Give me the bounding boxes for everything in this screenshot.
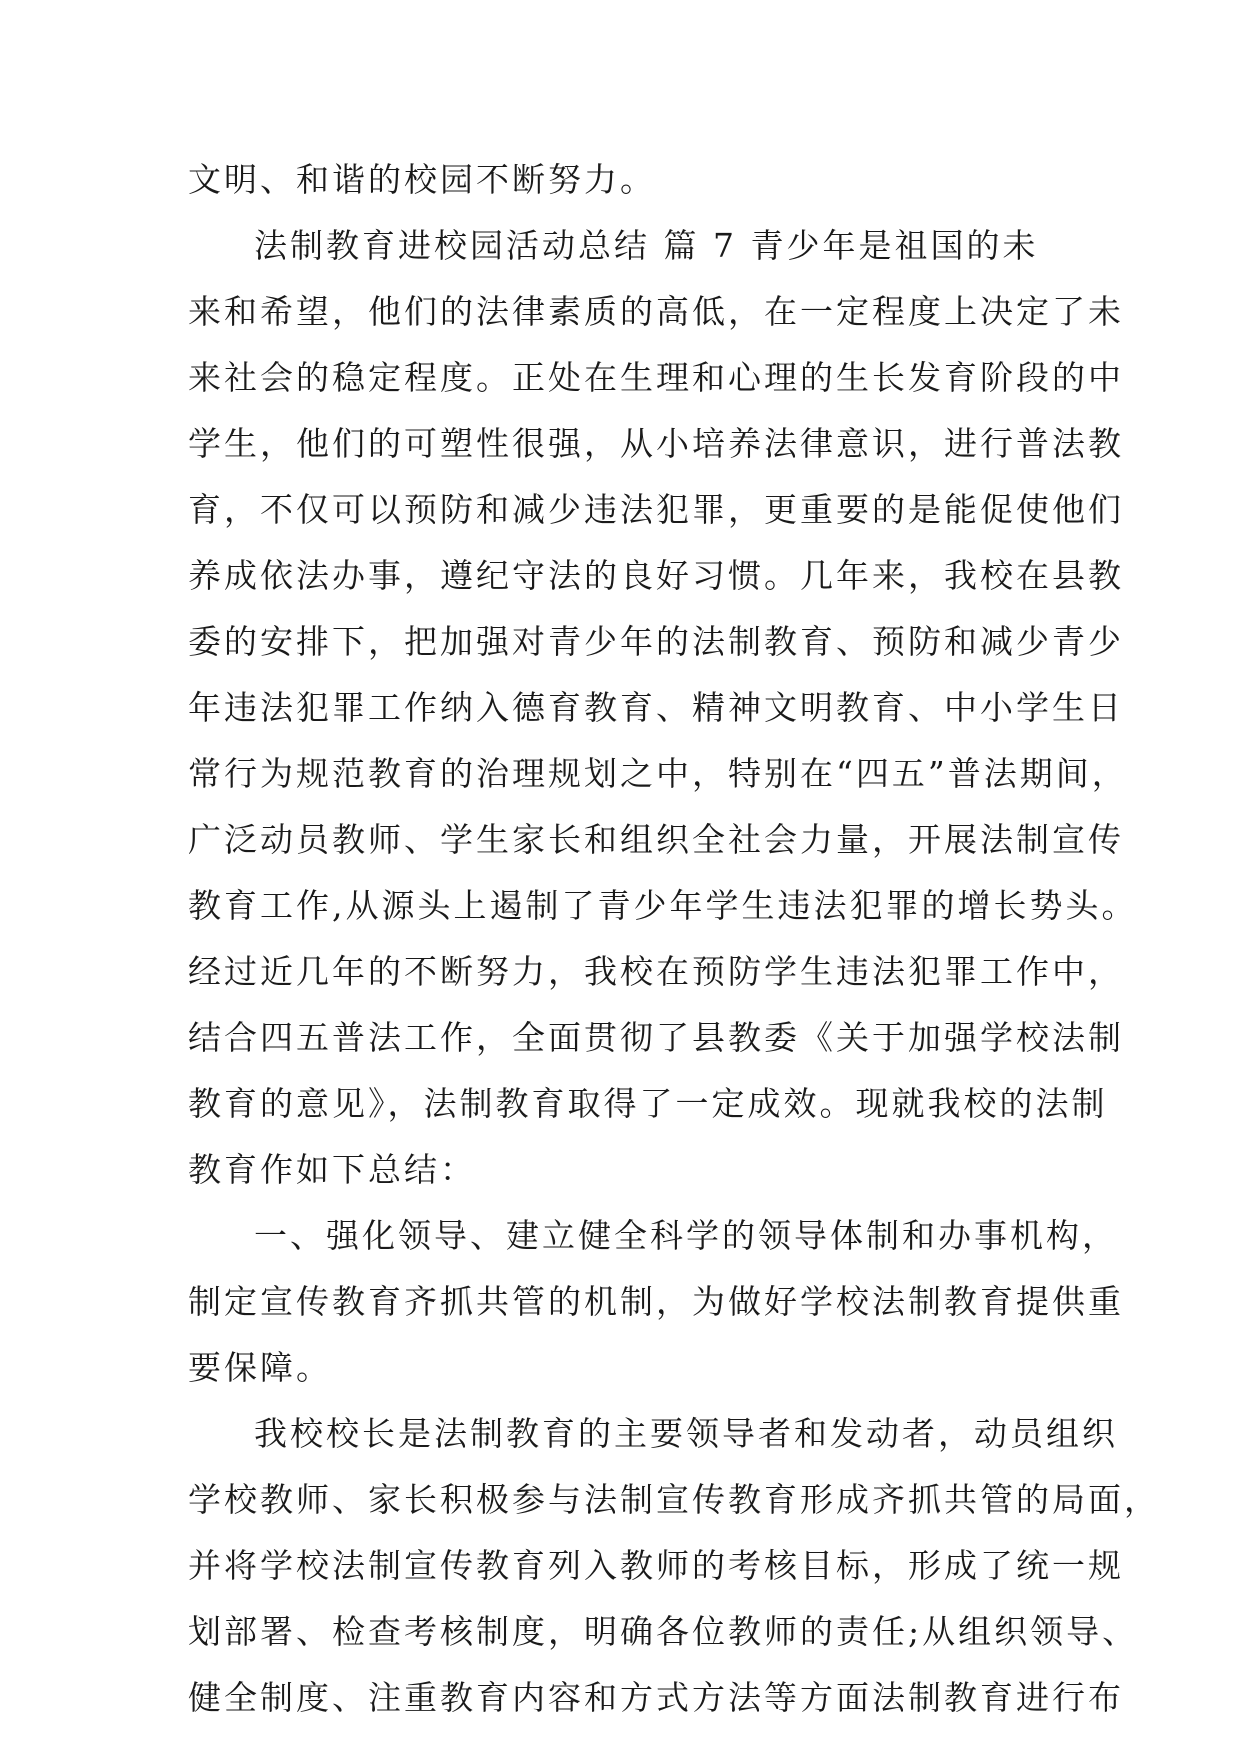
text-line: 来社会的稳定程度。正处在生理和心理的生长发育阶段的中 <box>188 358 1124 397</box>
text-line: 一、强化领导、建立健全科学的领导体制和办事机构， <box>254 1216 1118 1255</box>
text-line: 文明、和谐的校园不断努力。 <box>188 160 656 199</box>
text-line: 年违法犯罪工作纳入德育教育、精神文明教育、中小学生日 <box>188 688 1124 727</box>
text-line: 学生，他们的可塑性很强，从小培养法律意识，进行普法教 <box>188 424 1124 463</box>
text-line: 教育作如下总结： <box>188 1150 476 1189</box>
text-line: 要保障。 <box>188 1348 332 1387</box>
text-line: 制定宣传教育齐抓共管的机制，为做好学校法制教育提供重 <box>188 1282 1124 1321</box>
text-line: 划部署、检查考核制度，明确各位教师的责任;从组织领导、 <box>188 1612 1139 1651</box>
text-line: 健全制度、注重教育内容和方式方法等方面法制教育进行布 <box>188 1678 1124 1717</box>
text-line: 来和希望，他们的法律素质的高低，在一定程度上决定了未 <box>188 292 1124 331</box>
text-line: 经过近几年的不断努力，我校在预防学生违法犯罪工作中， <box>188 952 1124 991</box>
section-heading-line: 法制教育进校园活动总结 篇 7 青少年是祖国的未 <box>254 226 1039 265</box>
text-line: 教育的意见》，法制教育取得了一定成效。现就我校的法制 <box>188 1084 1108 1123</box>
text-line: 并将学校法制宣传教育列入教师的考核目标，形成了统一规 <box>188 1546 1124 1585</box>
text-line: 广泛动员教师、学生家长和组织全社会力量，开展法制宣传 <box>188 820 1124 859</box>
text-line: 常行为规范教育的治理规划之中，特别在“四五”普法期间， <box>188 754 1128 793</box>
text-line: 学校教师、家长积极参与法制宣传教育形成齐抓共管的局面， <box>188 1480 1160 1519</box>
text-line: 委的安排下，把加强对青少年的法制教育、预防和减少青少 <box>188 622 1124 661</box>
text-line: 养成依法办事，遵纪守法的良好习惯。几年来，我校在县教 <box>188 556 1124 595</box>
text-line: 我校校长是法制教育的主要领导者和发动者，动员组织 <box>254 1414 1118 1453</box>
text-line: 结合四五普法工作，全面贯彻了县教委《关于加强学校法制 <box>188 1018 1124 1057</box>
text-line: 教育工作,从源头上遏制了青少年学生违法犯罪的增长势头。 <box>188 886 1138 925</box>
text-line: 育，不仅可以预防和减少违法犯罪，更重要的是能促使他们 <box>188 490 1124 529</box>
